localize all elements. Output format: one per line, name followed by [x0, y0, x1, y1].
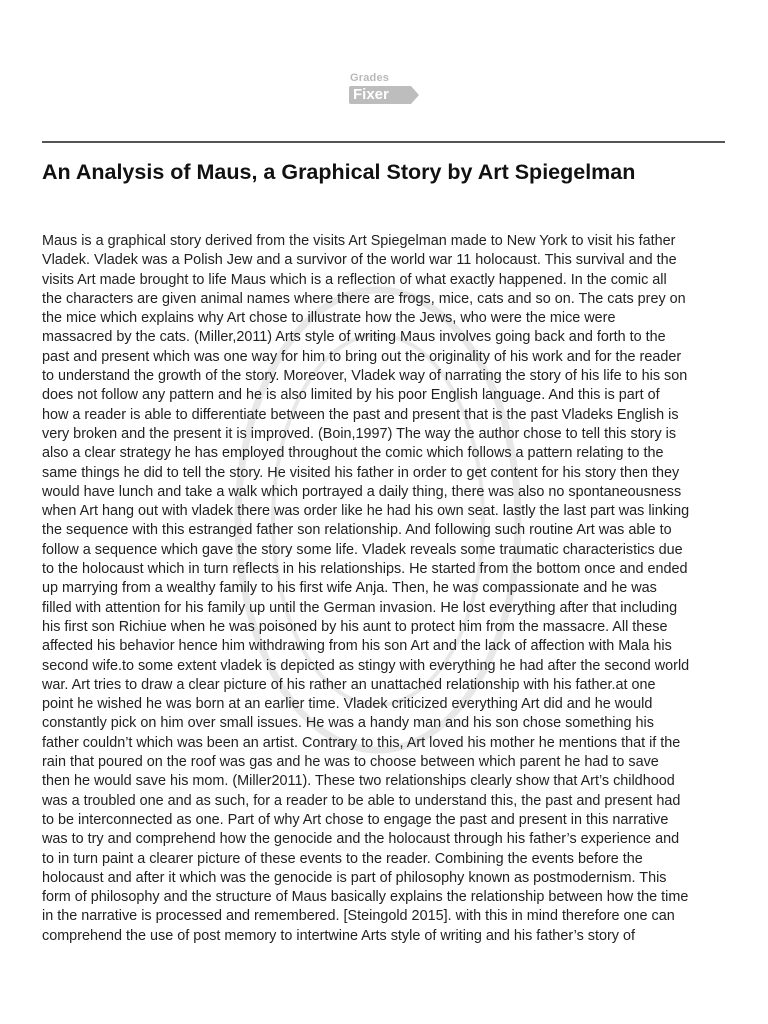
essay-line: past and present which was one way for him to bring out the originality of his work and for the reader	[42, 348, 682, 365]
essay-line: visits Art made brought to life Maus which is a reflection of what exactly happened. In the comic all	[42, 271, 667, 288]
essay-line: point he wished he was born at an earlier time. Vladek criticized everything Art did and he would	[42, 696, 653, 713]
essay-line: holocaust and after it which was the genocide is part of philosophy known as postmodernism. This	[42, 869, 667, 886]
essay-line: to be interconnected as one. Part of why Art chose to engage the past and present in this narrative	[42, 811, 669, 828]
logo-text-bottom: Fixer	[353, 86, 389, 103]
essay-line: does not follow any pattern and he is also limited by his poor English language. And this is part of	[42, 387, 660, 404]
essay-line: was to try and comprehend how the genocide and the holocaust through his father’s experience and	[42, 831, 680, 848]
essay-line: father couldn’t which was been an artist. Contrary to this, Art loved his mother he mentions that if the	[42, 734, 681, 751]
essay-line: second wife.to some extent vladek is depicted as stingy with everything he had after the second world	[42, 657, 690, 674]
essay-line: same things he did to tell the story. He visited his father in order to get content for his story then they	[42, 464, 680, 481]
logo-badge-arrow	[411, 86, 419, 104]
essay-line: follow a sequence which gave the story some life. Vladek reveals some traumatic characteristics due	[42, 541, 683, 558]
essay-line: form of philosophy and the structure of Maus basically explains the relationship between how the time	[42, 889, 689, 906]
essay-line: then he would save his mom. (Miller2011). These two relationships clearly show that Art’s childhood	[42, 773, 675, 790]
essay-line: how a reader is able to differentiate between the past and present that is the past Vladeks English is	[42, 406, 679, 423]
essay-line: in the narrative is processed and remembered. [Steingold 2015]. with this in mind therefore one can	[42, 908, 675, 925]
header-divider	[42, 141, 725, 143]
page-title: An Analysis of Maus, a Graphical Story by Art Spiegelman	[42, 160, 636, 184]
essay-line: rain that poured on the roof was gas and he was to choose between which parent he had to save	[42, 754, 659, 771]
essay-line: constantly pick on him over small issues. He was a handy man and his son chose something his	[42, 715, 654, 732]
essay-line: comprehend the use of post memory to intertwine Arts style of writing and his father’s story of	[42, 927, 635, 944]
essay-line: when Art hang out with vladek there was order like he had his own seat. lastly the last part was linking	[42, 503, 690, 520]
essay-line: massacred by the cats. (Miller,2011) Arts style of writing Maus involves going back and forth to the	[42, 329, 666, 346]
essay-line: to the holocaust which in turn reflects in his relationships. He started from the bottom once and ended	[42, 561, 688, 578]
essay-line: his first son Richiue when he was poisoned by his aunt to protect him from the massacre. All these	[42, 618, 668, 635]
essay-body	[42, 232, 728, 946]
essay-line: to in turn paint a clearer picture of these events to the reader. Combining the events before the	[42, 850, 643, 867]
essay-line: filled with attention for his family up until the German invasion. He lost everything after that including	[42, 599, 678, 616]
essay-line: up marrying from a wealthy family to his first wife Anja. Then, he was compassionate and he was	[42, 580, 657, 597]
essay-line: to understand the growth of the story. Moreover, Vladek way of narrating the story of his life to his son	[42, 368, 688, 385]
essay-line: very broken and the present it is improved. (Boin,1997) The way the author chose to tell this story is	[42, 425, 677, 442]
essay-line: the sequence with this estranged father son relationship. And following such routine Art was able to	[42, 522, 672, 539]
essay-line: Maus is a graphical story derived from the visits Art Spiegelman made to New York to visit his father	[42, 233, 676, 249]
essay-line: war. Art tries to draw a clear picture of his rather an unattached relationship with his father.at one	[42, 676, 656, 693]
gradesfixer-logo	[0, 70, 768, 110]
essay-line: the characters are given animal names where there are frogs, mice, cats and so on. The cats prey on	[42, 290, 686, 307]
essay-line: also a clear strategy he has employed throughout the comic which follows a pattern relating to the	[42, 445, 664, 462]
essay-line: affected his behavior hence him withdrawing from his son Art and the lack of affection with Mala his	[42, 638, 672, 655]
essay-line: was a troubled one and as such, for a reader to be able to understand this, the past and present had	[42, 792, 681, 809]
essay-line: would have lunch and take a walk which portrayed a daily thing, there was also no spontaneousness	[42, 483, 682, 500]
essay-line: Vladek. Vladek was a Polish Jew and a survivor of the world war 11 holocaust. This survival and the	[42, 252, 677, 269]
logo-text-top: Grades	[350, 72, 390, 84]
essay-line: the mice which explains why Art chose to illustrate how the Jews, who were the mice were	[42, 310, 616, 327]
